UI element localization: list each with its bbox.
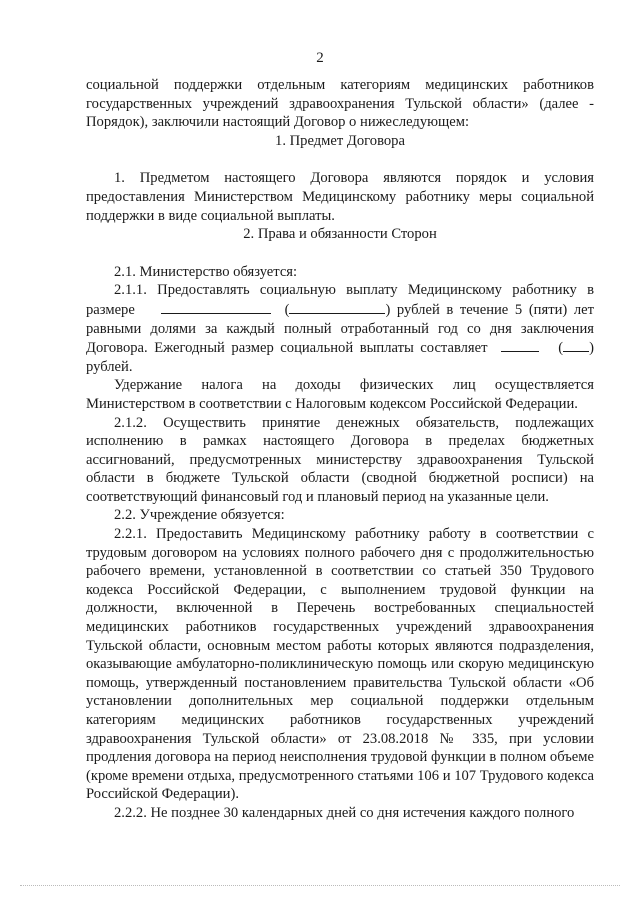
amount-blank (161, 300, 271, 314)
section-1-paragraph: 1. Предметом настоящего Договора являются порядок и условия предоставления Министерством Медицинскому работнику меры социальной поддержки в виде социальной выплаты. (86, 170, 594, 224)
intro-paragraph: социальной поддержки отдельным категориям медицинских работников государственных учреждений здравоохранения Тульской области» (далее - Порядок), заключили настоящий Договор о нижеследующем: (86, 77, 594, 131)
clause-2-1-1-text-c: ) рублей в течение 5 (пяти) лет равными долями за каждый полный отработанный год со дня заключения Договора. Ежегодный размер социальной выплаты составляет (86, 301, 595, 357)
clause-2-1-1 (86, 281, 594, 376)
annual-amount-words-blank (563, 338, 589, 352)
amount-words-blank (289, 300, 385, 314)
paren-close-2: ) (589, 340, 594, 357)
clause-2-2-1: 2.2.1. Предоставить Медицинскому работнику работу в соответствии с трудовым договором на условиях полного рабочего дня с продолжительностью рабочего времени, установленной в соответствии со статьей 350 Трудового кодекса Российской Федерации, с выполнением трудовой функции на должности, включенной в Перечень востребованных специальностей медицинских работников государственных учреждений здравоохранения Тульской области, основным местом работы которых являются подразделения, оказывающие амбулаторно-поликлиническую помощь или скорую медицинскую помощь, утвержденный постановлением правительства Тульской области «Об установлении дополнительных мер социальной поддержки отдельным категориям медицинских работников государственных учреждений здравоохранения Тульской области» от 23.08.2018 № 335, при условии продления договора на период неисполнения трудовой функции в полном объеме (кроме времени отдыха, предусмотренного статьями 106 и 107 Трудового кодекса Российской Федерации). (86, 526, 594, 803)
clause-2-1-2: 2.1.2. Осуществить принятие денежных обязательств, подлежащих исполнению в рамках настоящего Договора в пределах бюджетных ассигнований, предусмотренных министерству здравоохранения Тульской области в бюджете Тульской области (сводной бюджетной росписи) на соответствующий финансовый год и плановый период на указанные цели. (86, 414, 594, 505)
annual-amount-blank (501, 338, 539, 352)
paren-open-2: ( (558, 340, 564, 357)
scan-edge-dots (20, 884, 620, 886)
tax-paragraph: Удержание налога на доходы физических лиц осуществляется Министерством в соответствии с Налоговым кодексом Российской Федерации. (86, 377, 594, 412)
section-2-heading: 2. Права и обязанности Сторон (243, 226, 437, 243)
clause-2-1-1-text-f: рублей. (86, 358, 133, 375)
clause-2-1-1-text-a: 2.1.1. Предоставлять социальную выплату Медицинскому работнику в размере (86, 282, 594, 318)
clause-2-1: 2.1. Министерство обязуется: (114, 263, 298, 280)
clause-2-2: 2.2. Учреждение обязуется: (114, 507, 285, 524)
document-body (86, 76, 594, 823)
page-number: 2 (316, 50, 324, 66)
clause-2-2-2: 2.2.2. Не позднее 30 календарных дней со дня истечения каждого полного (114, 804, 575, 821)
section-1-heading: 1. Предмет Договора (275, 132, 405, 149)
paren-open: ( (284, 301, 290, 318)
